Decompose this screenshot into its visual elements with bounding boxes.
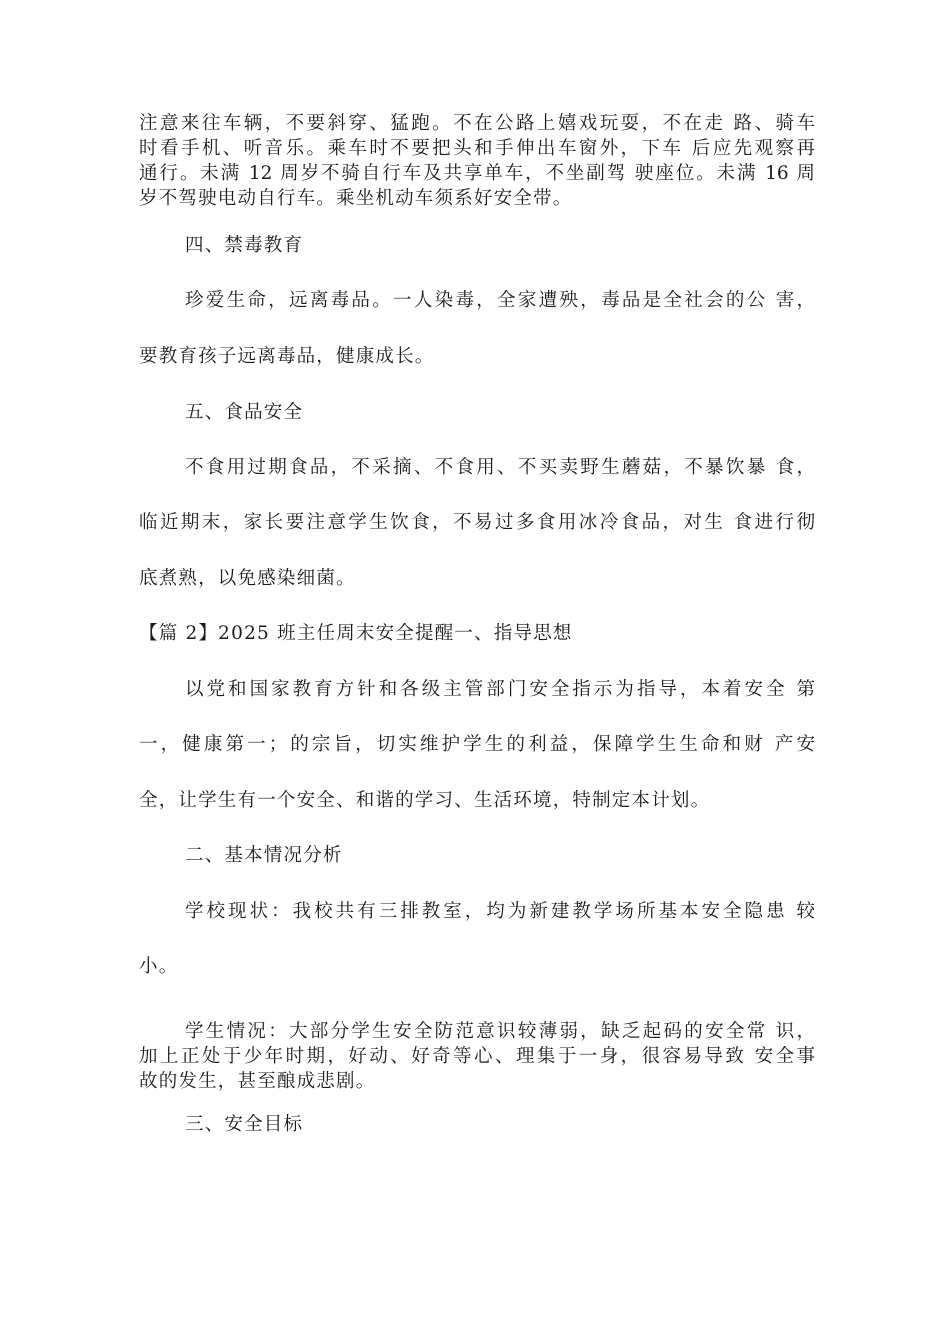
- paragraph-line: 临近期末，家长要注意学生饮食，不易过多食用冰冷食品，对生 食进行彻: [139, 512, 815, 533]
- paragraph-line: 不食用过期食品，不采摘、不食用、不买卖野生蘑菇，不暴饮暴 食，: [185, 457, 815, 478]
- section-heading: 五、食品安全: [185, 402, 304, 423]
- section-heading: 【篇 2】2025 班主任周末安全提醒一、指导思想: [139, 623, 573, 644]
- paragraph-line: 珍爱生命，远离毒品。一人染毒，全家遭殃，毒品是全社会的公 害，: [185, 290, 815, 311]
- section-heading: 四、禁毒教育: [185, 235, 304, 256]
- paragraph-line: 通行。未满 12 周岁不骑自行车及共享单车，不坐副驾 驶座位。未满 16 周: [139, 163, 815, 184]
- paragraph-line: 小。: [139, 956, 179, 977]
- paragraph-line: 注意来往车辆，不要斜穿、猛跑。不在公路上嬉戏玩耍，不在走 路、骑车: [139, 113, 815, 134]
- paragraph-line: 学生情况：大部分学生安全防范意识较薄弱，缺乏起码的安全常 识，: [185, 1021, 815, 1042]
- paragraph-line: 时看手机、听音乐。乘车时不要把头和手伸出车窗外，下车 后应先观察再: [139, 138, 815, 159]
- paragraph-line: 底煮熟，以免感染细菌。: [139, 568, 356, 589]
- paragraph-line: 学校现状：我校共有三排教室，均为新建教学场所基本安全隐患 较: [185, 901, 815, 922]
- paragraph-line: 以党和国家教育方针和各级主管部门安全指示为指导，本着安全 第: [185, 679, 815, 700]
- paragraph-line: 要教育孩子远离毒品，健康成长。: [139, 346, 435, 367]
- section-heading: 二、基本情况分析: [185, 845, 343, 866]
- paragraph-line: 故的发生，甚至酿成悲剧。: [139, 1071, 376, 1092]
- paragraph-line: 全，让学生有一个安全、和谐的学习、生活环境，特制定本计划。: [139, 790, 711, 811]
- paragraph-line: 一，健康第一；的宗旨，切实维护学生的利益，保障学生生命和财 产安: [139, 734, 815, 755]
- paragraph-line: 加上正处于少年时期，好动、好奇等心、理集于一身，很容易导致 安全事: [139, 1046, 815, 1067]
- paragraph-line: 岁不驾驶电动自行车。乘坐机动车须系好安全带。: [139, 188, 573, 209]
- section-heading: 三、安全目标: [185, 1114, 304, 1135]
